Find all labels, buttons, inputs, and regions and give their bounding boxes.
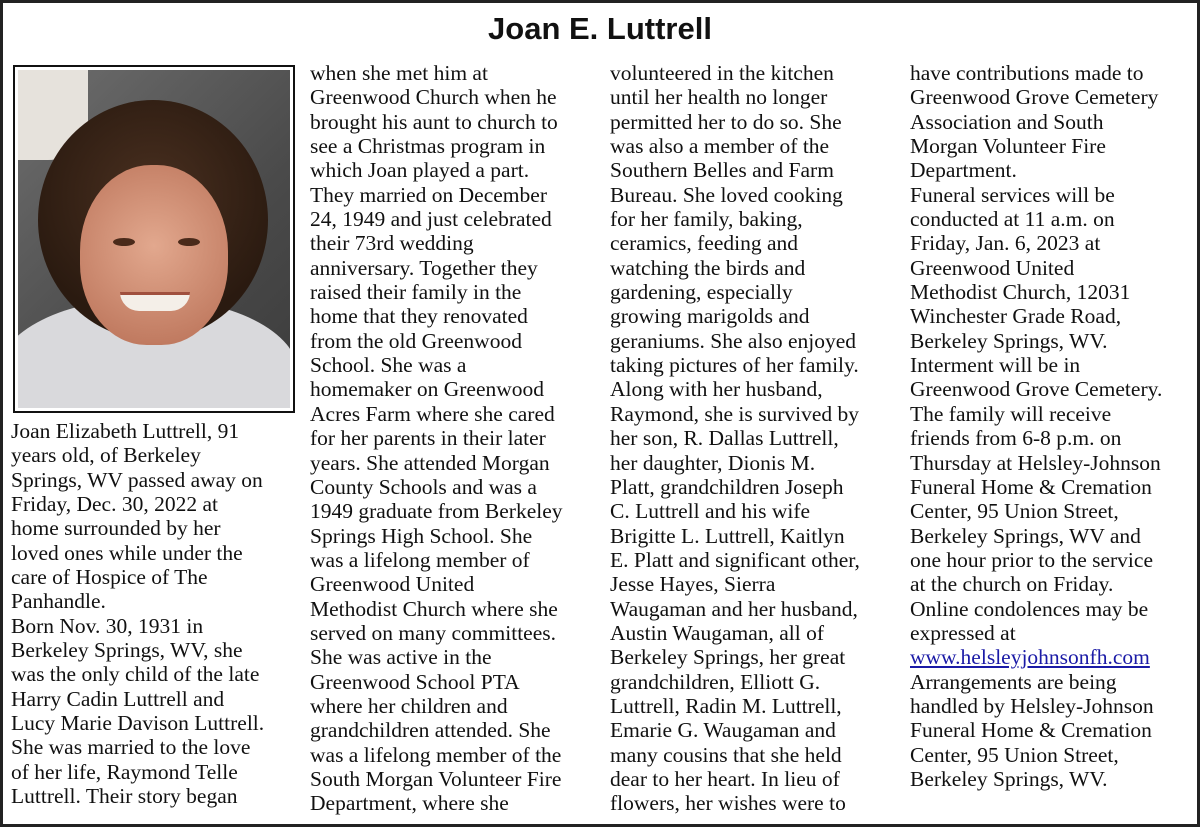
text-line: Arrangements are being	[910, 669, 1117, 694]
text-line: watching the birds and	[610, 255, 806, 280]
text-line: Thursday at Helsley-Johnson	[910, 450, 1161, 475]
text-line: was also a member of the	[610, 134, 830, 159]
text-line: taking pictures of her family.	[610, 353, 859, 378]
text-line: ceramics, feeding and	[610, 231, 799, 256]
text-line: 24, 1949 and just celebrated	[310, 207, 552, 232]
text-line: was the only child of the late	[11, 662, 260, 687]
text-line: Association and South	[910, 109, 1104, 134]
text-line: Bureau. She loved cooking	[610, 182, 843, 207]
text-line: Methodist Church where she	[310, 596, 558, 621]
text-line: Funeral Home & Cremation	[910, 474, 1152, 499]
text-line: Funeral Home & Cremation	[910, 718, 1152, 743]
text-column-1	[11, 419, 264, 809]
text-line: for her parents in their later	[310, 426, 546, 451]
text-line: grandchildren attended. She	[310, 718, 551, 743]
text-line: Greenwood Grove Cemetery	[910, 85, 1159, 110]
text-line: many cousins that she held	[610, 742, 842, 767]
text-line: Greenwood Grove Cemetery.	[910, 377, 1163, 402]
text-line: have contributions made to	[910, 61, 1144, 85]
text-line: when she met him at	[310, 61, 488, 85]
text-line: Lucy Marie Davison Luttrell.	[11, 711, 265, 736]
text-line: loved ones while under the	[11, 540, 243, 565]
text-line: E. Platt and significant other,	[610, 547, 860, 572]
obituary-title: Joan E. Luttrell	[488, 11, 712, 46]
portrait-photo	[13, 65, 295, 413]
text-column-2	[310, 61, 563, 816]
text-line: at the church on Friday.	[910, 572, 1114, 597]
text-line: expressed at	[910, 620, 1016, 645]
text-line: years old, of Berkeley	[11, 443, 201, 468]
text-line: volunteered in the kitchen	[610, 61, 834, 85]
text-line: Friday, Jan. 6, 2023 at	[910, 231, 1101, 256]
text-line: Online condolences may be	[910, 596, 1149, 621]
text-line: Department, where she	[310, 791, 509, 816]
text-line: Funeral services will be	[910, 182, 1115, 207]
text-line: where her children and	[310, 693, 508, 718]
text-line: Department.	[910, 158, 1017, 183]
text-line: brought his aunt to church to	[310, 109, 558, 134]
text-line: home that they renovated	[310, 304, 528, 329]
text-line: Joan Elizabeth Luttrell, 91	[11, 419, 240, 443]
text-line: She was married to the love	[11, 735, 251, 760]
text-line: Winchester Grade Road,	[910, 304, 1122, 329]
text-line: homemaker on Greenwood	[310, 377, 545, 402]
text-line: permitted her to do so. She	[610, 109, 842, 134]
text-line: She was active in the	[310, 645, 492, 670]
text-line: Harry Cadin Luttrell and	[11, 686, 225, 711]
text-line: geraniums. She also enjoyed	[610, 328, 857, 353]
text-line: gardening, especially	[610, 280, 793, 305]
text-line: The family will receive	[910, 401, 1112, 426]
text-line: County Schools and was a	[310, 474, 537, 499]
text-line: conducted at 11 a.m. on	[910, 207, 1115, 232]
text-line: home surrounded by her	[11, 516, 221, 541]
funeral-home-website-link[interactable]: www.helsleyjohnsonfh.com	[910, 645, 1150, 670]
text-line: Greenwood United	[310, 572, 475, 597]
text-line: Berkeley Springs, WV and	[910, 523, 1141, 548]
text-line: Panhandle.	[11, 589, 106, 614]
text-line: Springs, WV passed away on	[11, 467, 263, 492]
text-line: their 73rd wedding	[310, 231, 474, 256]
text-line: her son, R. Dallas Luttrell,	[610, 426, 839, 451]
text-line: Raymond, she is survived by	[610, 401, 860, 426]
text-line: Berkeley Springs, WV, she	[11, 638, 243, 663]
text-line: Luttrell, Radin M. Luttrell,	[610, 693, 842, 718]
text-line: Along with her husband,	[610, 377, 823, 402]
text-line: Greenwood School PTA	[310, 669, 520, 694]
text-line: Greenwood United	[910, 255, 1075, 280]
text-line: Greenwood Church when he	[310, 85, 557, 110]
text-line: Waugaman and her husband,	[610, 596, 858, 621]
text-line: Center, 95 Union Street,	[910, 499, 1119, 524]
text-line: Southern Belles and Farm	[610, 158, 834, 183]
text-line: Berkeley Springs, WV.	[910, 766, 1108, 791]
text-line: which Joan played a part.	[310, 158, 530, 183]
text-line: until her health no longer	[610, 85, 828, 110]
text-line: Platt, grandchildren Joseph	[610, 474, 844, 499]
text-line: raised their family in the	[310, 280, 522, 305]
text-line: Emarie G. Waugaman and	[610, 718, 836, 743]
text-line: 1949 graduate from Berkeley	[310, 499, 563, 524]
text-line: South Morgan Volunteer Fire	[310, 766, 562, 791]
text-line: Berkeley Springs, WV.	[910, 328, 1108, 353]
text-line: They married on December	[310, 182, 547, 207]
text-line: served on many committees.	[310, 620, 556, 645]
text-line: years. She attended Morgan	[310, 450, 550, 475]
text-line: handled by Helsley-Johnson	[910, 693, 1154, 718]
text-line: one hour prior to the service	[910, 547, 1153, 572]
text-line: flowers, her wishes were to	[610, 791, 846, 816]
text-line: growing marigolds and	[610, 304, 810, 329]
text-line: from the old Greenwood	[310, 328, 522, 353]
text-line: was a lifelong member of	[310, 547, 530, 572]
text-line: was a lifelong member of the	[310, 742, 562, 767]
text-line: Brigitte L. Luttrell, Kaitlyn	[610, 523, 845, 548]
text-line: Luttrell. Their story began	[11, 784, 238, 809]
text-line: see a Christmas program in	[310, 134, 546, 159]
text-line: Center, 95 Union Street,	[910, 742, 1119, 767]
text-column-4	[910, 61, 1162, 791]
text-line: friends from 6-8 p.m. on	[910, 426, 1122, 451]
text-line: her daughter, Dionis M.	[610, 450, 816, 475]
text-line: Berkeley Springs, her great	[610, 645, 846, 670]
text-line: Jesse Hayes, Sierra	[610, 572, 776, 597]
text-line: dear to her heart. In lieu of	[610, 766, 840, 791]
text-line: Acres Farm where she cared	[310, 401, 555, 426]
text-line: Interment will be in	[910, 353, 1081, 378]
text-line: grandchildren, Elliott G.	[610, 669, 821, 694]
text-line: C. Luttrell and his wife	[610, 499, 811, 524]
text-line: School. She was a	[310, 353, 467, 378]
text-line: Methodist Church, 12031	[910, 280, 1131, 305]
text-line: Springs High School. She	[310, 523, 533, 548]
text-line: Friday, Dec. 30, 2022 at	[11, 492, 218, 517]
text-column-3	[610, 61, 860, 816]
text-line: Born Nov. 30, 1931 in	[11, 613, 204, 638]
text-line: Morgan Volunteer Fire	[910, 134, 1106, 159]
text-line: anniversary. Together they	[310, 255, 538, 280]
text-line: for her family, baking,	[610, 207, 803, 232]
text-line: care of Hospice of The	[11, 565, 208, 590]
text-line: Austin Waugaman, all of	[610, 620, 825, 645]
text-line: of her life, Raymond Telle	[11, 759, 238, 784]
